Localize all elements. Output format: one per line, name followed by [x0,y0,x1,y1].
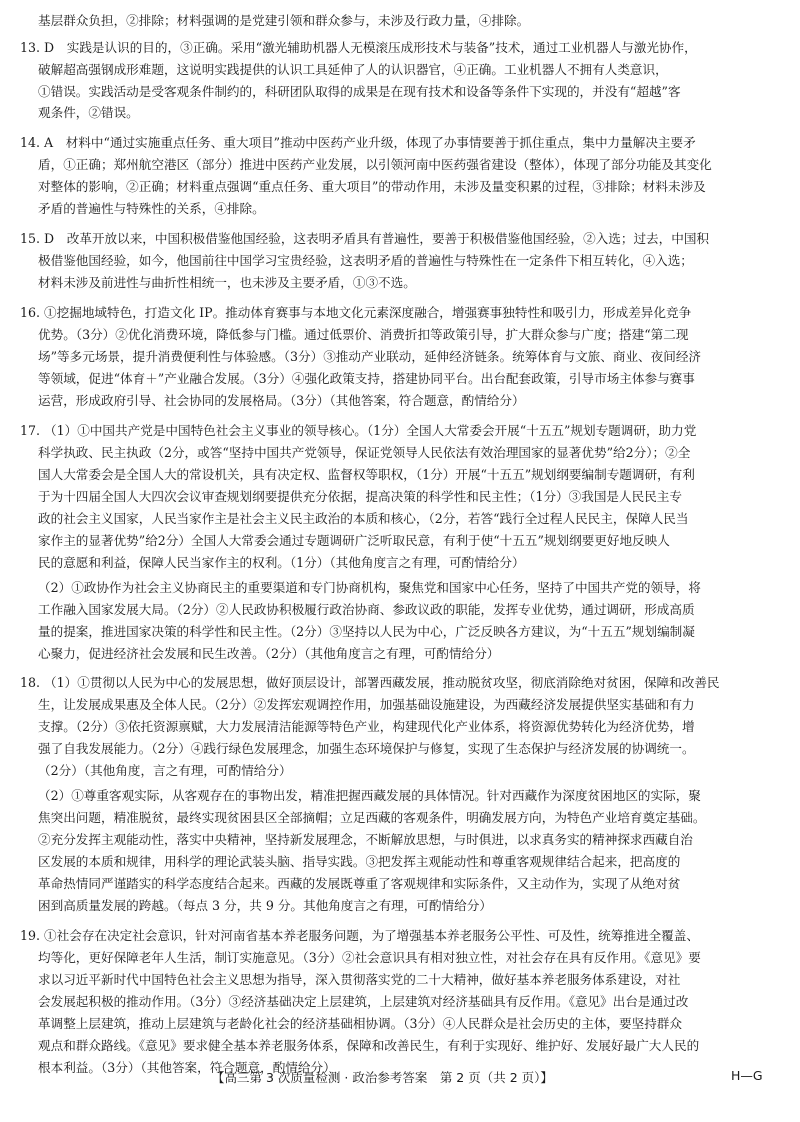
text-line: （2）①尊重客观实际，从客观存在的事物出发，精准把握西藏发展的具体情况。针对西藏作为深度贫困地区的实际，聚 [38,788,701,803]
text-line: 家作主的显著优势”给2分）全国人大常委会通过专题调研广泛听取民意，有利于使“十五五”规划纲要更好地反映人 [38,533,670,548]
text-line: 基层群众负担，②排除；材料强调的是党建引领和群众参与，未涉及行政力量，④排除。 [38,13,530,28]
text-line: 根本利益。（3分）（其他答案，符合题意，酌情给分） [38,1060,336,1075]
page-footer [0,1064,800,1092]
text-line: 会发展起积极的推动作用。（3分）③经济基础决定上层建筑，上层建筑对经济基础具有反作用。《意见》出台是通过改 [38,994,689,1009]
question-line: 18. （1）①贯彻以人民为中心的发展思想，做好顶层设计，部署西藏发展，推动脱贫攻坚，彻底消除绝对贫困，保障和改善民 [20,675,720,690]
text-line: 观点和群众路线。《意见》要求健全基本养老服务体系，保障和改善民生，有利于实现好、维护好、发展好最广大人民的 [38,1038,700,1053]
question-line: 16. ①挖掘地域特色，打造文化 IP。推动体育赛事与本地文化元素深度融合，增强赛事独特性和吸引力，形成差异化竞争 [20,305,692,320]
text-line: 焦突出问题，精准脱贫，最终实现贫困县区全部摘帽；立足西藏的客观条件，明确发展方向，为特色产业培育奠定基础。 [38,810,706,825]
text-line: ②充分发挥主观能动性，落实中央精神，坚持新发展理念，不断解放思想，与时俱进，以求真务实的精神探求西藏自治 [38,832,693,847]
text-line: 极借鉴他国经验，如今，他国前往中国学习宝贵经验，这表明矛盾的普遍性与特殊性在一定条件下相互转化，④入选； [38,253,693,268]
text-line: 观条件，②错误。 [38,105,139,120]
text-line: 盾，①正确；郑州航空港区（部分）推进中医药产业发展，以引领河南中医药强省建设（整体），体现了部分功能及其变化 [38,157,712,172]
question-line: 19. ①社会存在决定社会意识，针对河南省基本养老服务问题，为了增强基本养老服务公平性、可及性，统筹推进全覆盖、 [20,928,699,943]
text-line: 求以习近平新时代中国特色社会主义思想为指导，深入贯彻落实党的二十大精神，做好基本养老服务体系建设，对社 [38,972,681,987]
question-line: 14. A 材料中“通过实施重点任务、重大项目”推动中医药产业升级，体现了办事情要善于抓住重点，集中力量解决主要矛 [20,135,696,150]
footer-code: H—G [731,1068,763,1083]
text-line: 支撑。（2分）③依托资源禀赋，大力发展清洁能源等特色产业，构建现代化产业体系，将资源优势转化为经济优势，增 [38,719,695,734]
question-line: 13. D 实践是认识的目的，③正确。采用“激光辅助机器人无模滚压成形技术与装备”技术，通过工业机器人与激光协作， [20,40,697,55]
text-line: 国人大常委会是全国人大的常设机关，具有决定权、监督权等职权，（1分）开展“十五五”规划纲要编制专题调研，有利 [38,467,695,482]
text-line: （2）①政协作为社会主义协商民主的重要渠道和专门协商机构，聚焦党和国家中心任务，坚持了中国共产党的领导，将 [38,580,701,595]
text-line: 于为十四届全国人大四次会议审查规划纲要提供充分依据，提高决策的科学性和民主性；（1分）③我国是人民民主专 [38,489,682,504]
text-line: 革调整上层建筑，推动上层建筑与老龄化社会的经济基础相协调。（3分）④人民群众是社会历史的主体，要坚持群众 [38,1016,682,1031]
text-line: 破解超高强钢成形难题，这说明实践提供的认识工具延伸了人的认识器官，④正确。工业机器人不拥有人类意识， [38,62,668,77]
question-line: 15. D 改革开放以来，中国积极借鉴他国经验，这表明矛盾具有普遍性，要善于积极借鉴他国经验，②入选；过去，中国积 [20,231,710,246]
text-line: ①错误。实践活动是受客观条件制约的，科研团队取得的成果是在现有技术和设备等条件下实现的，并没有“超越”客 [38,84,681,99]
question-line: 17. （1）①中国共产党是中国特色社会主义事业的领导核心。（1分）全国人大常委会开展“十五五”规划专题调研，助力党 [20,423,697,438]
text-line: 革命热情同严谨踏实的科学态度结合起来。西藏的发展既尊重了客观规律和实际条件，又主动作为，实现了从绝对贫 [38,876,681,891]
text-line: 运营，形成政府引导、社会协同的发展格局。（3分）（其他答案，符合题意，酌情给分） [38,393,525,408]
text-line: 工作融入国家发展大局。（2分）②人民政协积极履行政治协商、参政议政的职能，发挥专业优势，通过调研，形成高质 [38,602,695,617]
text-line: 政的社会主义国家，人民当家作主是社会主义民主政治的本质和核心，（2分，若答“践行全过程人民民主，保障人民当 [38,511,689,526]
text-line: 民的意愿和利益，保障人民当家作主的权利。（1分）（其他角度言之有理，可酌情给分） [38,555,525,570]
text-line: 强了自我发展能力。（2分）④践行绿色发展理念，加强生态环境保护与修复，实现了生态保护与经济发展的协调统一。 [38,741,695,756]
text-line: 生，让发展成果惠及全体人民。（2分）②发挥宏观调控作用，加强基础设施建设，为西藏经济发展提供坚实基础和有力 [38,697,695,712]
text-line: 心聚力，促进经济社会发展和民生改善。（2分）（其他角度言之有理，可酌情给分） [38,646,500,661]
text-line: 均等化，更好保障老年人生活，制订实施意见。（3分）②社会意识具有相对独立性，对社会存在具有反作用。《意见》要 [38,950,701,965]
text-line: 矛盾的普遍性与特殊性的关系，④排除。 [38,201,265,216]
footer-title: 【高三第 3 次质量检测 · 政治参考答案 第 2 页（共 2 页）】 [212,1070,553,1085]
text-line: 等领域，促进“体育＋”产业融合发展。（3分）④强化政策支持，搭建协同平台。出台配套政策，引导市场主体参与赛事 [38,371,695,386]
text-line: （2分）（其他角度，言之有理，可酌情给分） [38,763,292,778]
text-line: 材料未涉及前进性与曲折性相统一，也未涉及主要矛盾，①③不选。 [38,275,416,290]
text-line: 量的提案，推进国家决策的科学性和民主性。（2分）③坚持以人民为中心，广泛反映各方建议，为“十五五”规划编制凝 [38,624,695,639]
text-line: 区发展的本质和规律，用科学的理论武装头脑、指导实践。③把发挥主观能动性和尊重客观规律结合起来，把高度的 [38,854,681,869]
text-line: 困到高质量发展的跨越。（每点 3 分，共 9 分。其他角度言之有理，可酌情给分） [38,898,492,913]
text-line: 场”等多元场景，提升消费便利性与体验感。（3分）③推动产业联动，延伸经济链条。统筹体育与文旅、商业、夜间经济 [38,349,702,364]
text-line: 对整体的影响，②正确；材料重点强调“重点任务、重大项目”的带动作用，未涉及量变积累的过程，③排除；材料未涉及 [38,179,706,194]
text-line: 科学执政、民主执政（2分，或答“坚持中国共产党领导，保证党领导人民依法有效治理国家的显著优势”给2分）；②全 [38,445,691,460]
text-line: 优势。（3分）②优化消费环境，降低参与门槛。通过低票价、消费折扣等政策引导，扩大群众参与广度；搭建“第二现 [38,327,689,342]
